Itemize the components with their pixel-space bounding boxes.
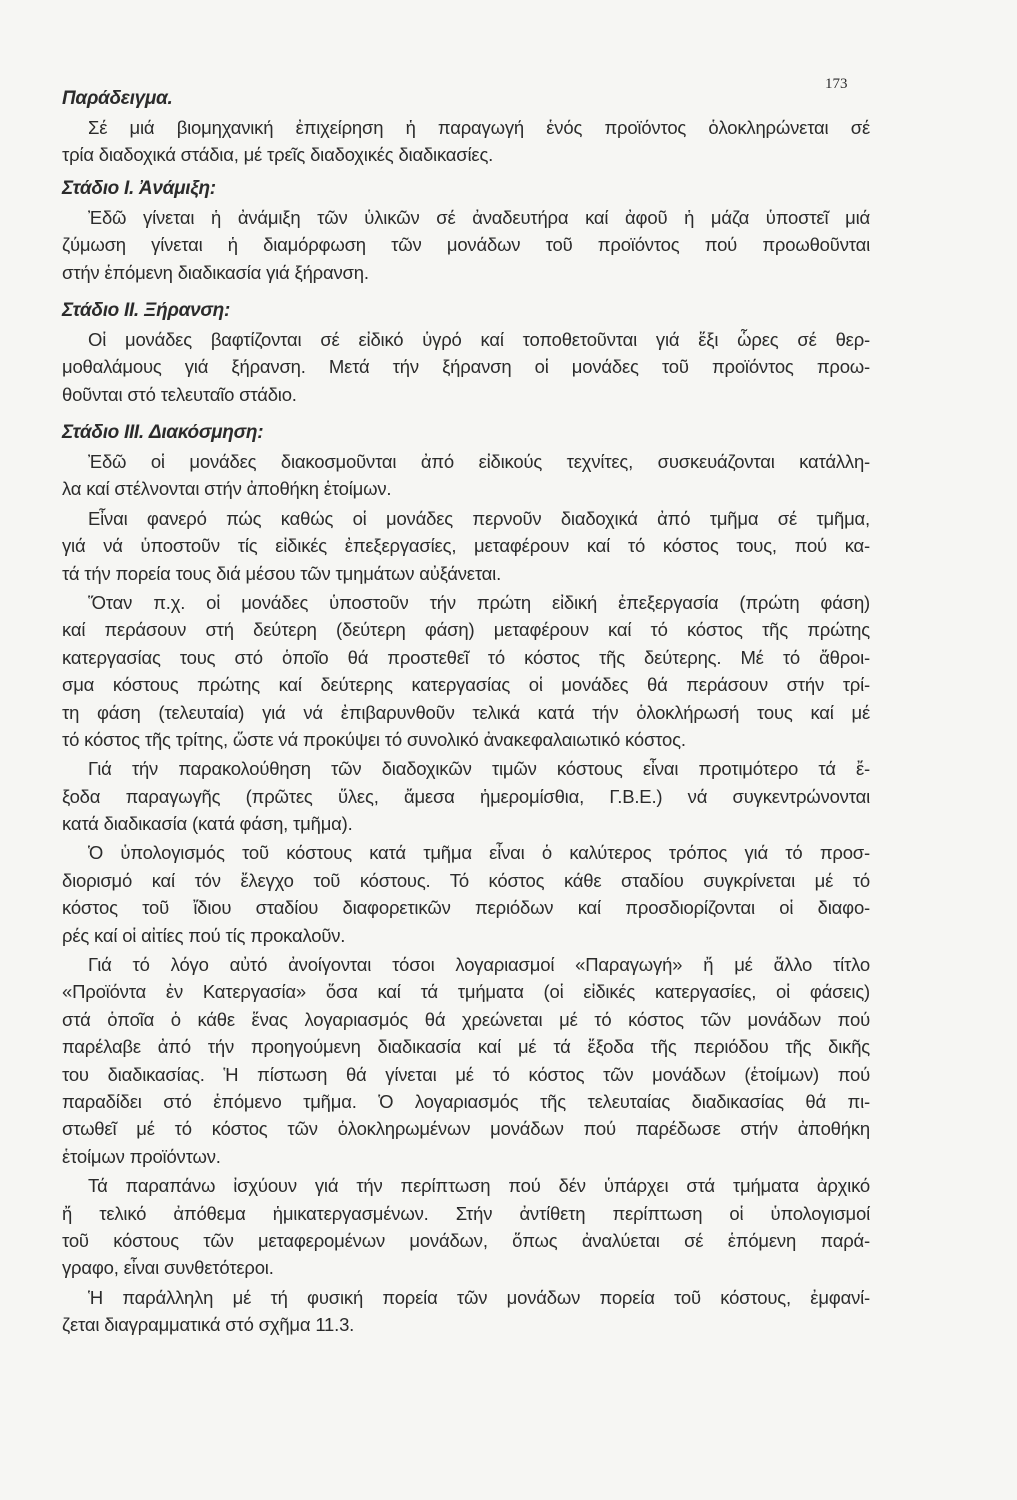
text-line: στά ὁποῖα ὁ κάθε ἕνας λογαριασμός θά χρεώνεται μέ τό κόστος τῶν μονάδων πού [62, 1008, 870, 1030]
text-line: Ὅταν π.χ. οἱ μονάδες ὑποστοῦν τήν πρώτη εἰδική ἐπεξεργασία (πρώτη φάση) [88, 591, 870, 613]
text-line: κατεργασίας τους στό ὁποῖο θά προστεθεῖ τό κόστος τῆς δεύτερης. Μέ τό ἄθροι- [62, 646, 870, 668]
paragraph [62, 326, 870, 408]
text-line: μοθαλάμους γιά ξήρανση. Μετά τήν ξήρανση οἱ μονάδες τοῦ προϊόντος προω- [62, 356, 870, 378]
text-line: διορισμό καί τόν ἔλεγχο τοῦ κόστους. Τό κόστος κάθε σταδίου συγκρίνεται μέ τό [62, 869, 870, 891]
section [62, 296, 870, 408]
text-line: τρία διαδοχικά στάδια, μέ τρεῖς διαδοχικές διαδικασίες. [62, 144, 494, 166]
paragraph [62, 839, 870, 949]
text-line: γραφο, εἶναι συνθετότεροι. [62, 1257, 274, 1279]
paragraph [62, 755, 870, 837]
text-line: θοῦνται στό τελευταῖο στάδιο. [62, 383, 297, 405]
page-number: 173 [825, 76, 848, 92]
text-line: ζεται διαγραμματικά στό σχῆμα 11.3. [62, 1314, 355, 1336]
text-line: ρές καί οἱ αἰτίες πού τίς προκαλοῦν. [62, 924, 346, 946]
text-line: παραδίδει στό ἑπόμενο τμῆμα. Ὁ λογαριασμός τῆς τελευταίας διαδικασίας θά πι- [62, 1090, 870, 1112]
paragraph [62, 1172, 870, 1282]
text-line: Τά παραπάνω ἰσχύουν γιά τήν περίπτωση πού δέν ὑπάρχει στά τμήματα ἀρχικό [88, 1175, 870, 1197]
text-line: παρέλαβε ἀπό τήν προηγούμενη διαδικασία καί μέ τά ἔξοδα τῆς περιόδου τῆς δικῆς [62, 1036, 870, 1058]
text-line: Ἐδῶ οἱ μονάδες διακοσμοῦνται ἀπό εἰδικούς τεχνίτες, συσκευάζονται κατάλλη- [88, 451, 870, 472]
text-line: καί περάσουν στή δεύτερη (δεύτερη φάση) μεταφέρουν καί τό κόστος τῆς πρώτης [62, 619, 870, 641]
text-line: λα καί στέλνονται στήν ἀποθήκη ἑτοίμων. [62, 478, 392, 500]
paragraph [62, 1284, 870, 1339]
text-line: σμα κόστους πρώτης καί δεύτερης κατεργασίας οἱ μονάδες θά περάσουν στήν τρί- [62, 674, 870, 696]
section-heading: Στάδιο I. Ἀνάμιξη: [62, 178, 216, 199]
text-line: Σέ μιά βιομηχανική ἐπιχείρηση ἡ παραγωγή ἑνός προϊόντος ὁλοκληρώνεται σέ [88, 117, 870, 138]
text-line: τοῦ κόστους τῶν μεταφερομένων μονάδων, ὅπως ἀναλύεται σέ ἑπόμενη παρά- [62, 1229, 870, 1251]
section-heading: Στάδιο III. Διακόσμηση: [62, 422, 264, 443]
text-line: γιά νά ὑποστοῦν τίς εἰδικές ἐπεξεργασίες, μεταφέρουν καί τό κόστος τους, πού κα- [62, 535, 870, 557]
text-line: «Προϊόντα ἐν Κατεργασία» ὅσα καί τά τμήματα (οἱ εἰδικές κατεργασίες, οἱ φάσεις) [62, 981, 870, 1003]
text-line: ἑτοίμων προϊόντων. [62, 1145, 221, 1167]
section [62, 174, 870, 286]
text-line: στωθεῖ μέ τό κόστος τῶν ὁλοκληρωμένων μονάδων πού παρέδωσε στήν ἀποθήκη [62, 1118, 870, 1140]
text-line: ζύμωση γίνεται ἡ διαμόρφωση τῶν μονάδων τοῦ προϊόντος πού προωθοῦνται [62, 234, 870, 256]
text-line: Ὁ ὑπολογισμός τοῦ κόστους κατά τμῆμα εἶναι ὁ καλύτερος τρόπος γιά τό προσ- [88, 842, 870, 864]
text-line: Ἐδῶ γίνεται ἡ ἀνάμιξη τῶν ὑλικῶν σέ ἀναδευτήρα καί ἀφοῦ ἡ μάζα ὑποστεῖ μιά [88, 207, 870, 228]
paragraph [62, 951, 870, 1170]
text-line: Οἱ μονάδες βαφτίζονται σέ εἰδικό ὑγρό καί τοποθετοῦνται γιά ἕξι ὧρες σέ θερ- [88, 329, 870, 350]
text-line: τά τήν πορεία τους διά μέσου τῶν τμημάτων αὐξάνεται. [62, 562, 502, 584]
paragraph [62, 589, 870, 753]
text-line: κατά διαδικασία (κατά φάση, τμῆμα). [62, 813, 353, 835]
paragraph [62, 204, 870, 286]
section [62, 418, 870, 1339]
text-line: τό κόστος τῆς τρίτης, ὥστε νά προκύψει τό συνολικό ἀνακεφαλαιωτικό κόστος. [62, 728, 686, 750]
paragraph [62, 505, 870, 587]
paragraph [62, 448, 870, 503]
text-line: κόστος τοῦ ἴδιου σταδίου διαφορετικῶν περιόδων καί προσδιορίζονται οἱ διαφο- [62, 897, 870, 919]
text-line: Εἶναι φανερό πώς καθώς οἱ μονάδες περνοῦν διαδοχικά ἀπό τμῆμα σέ τμῆμα, [88, 507, 870, 529]
paragraph [62, 114, 870, 169]
section-heading: Παράδειγμα. [62, 88, 173, 109]
text-line: Ἡ παράλληλη μέ τή φυσική πορεία τῶν μονάδων πορεία τοῦ κόστους, ἐμφανί- [88, 1286, 870, 1308]
text-line: ξοδα παραγωγῆς (πρῶτες ὕλες, ἄμεσα ἡμερομίσθια, Γ.Β.Ε.) νά συγκεντρώνονται [62, 785, 870, 807]
section [62, 84, 870, 169]
text-line: τη φάση (τελευταία) γιά νά ἐπιβαρυνθοῦν τελικά κατά τήν ὁλοκλήρωσή τους καί μέ [62, 701, 870, 723]
text-line: Γιά τήν παρακολούθηση τῶν διαδοχικῶν τιμῶν κόστους εἶναι προτιμότερο τά ἔ- [88, 758, 870, 780]
section-heading: Στάδιο II. Ξήρανση: [62, 300, 230, 321]
text-line: Γιά τό λόγο αὐτό ἀνοίγονται τόσοι λογαριασμοί «Παραγωγή» ἤ μέ ἄλλο τίτλο [88, 954, 870, 976]
text-line: στήν ἑπόμενη διαδικασία γιά ξήρανση. [62, 261, 369, 283]
text-line: του διαδικασίας. Ἡ πίστωση θά γίνεται μέ τό κόστος τῶν μονάδων (ἑτοίμων) πού [62, 1063, 870, 1085]
text-line: ἤ τελικό ἀπόθεμα ἡμικατεργασμένων. Στήν ἀντίθετη περίπτωση οἱ ὑπολογισμοί [62, 1202, 870, 1224]
